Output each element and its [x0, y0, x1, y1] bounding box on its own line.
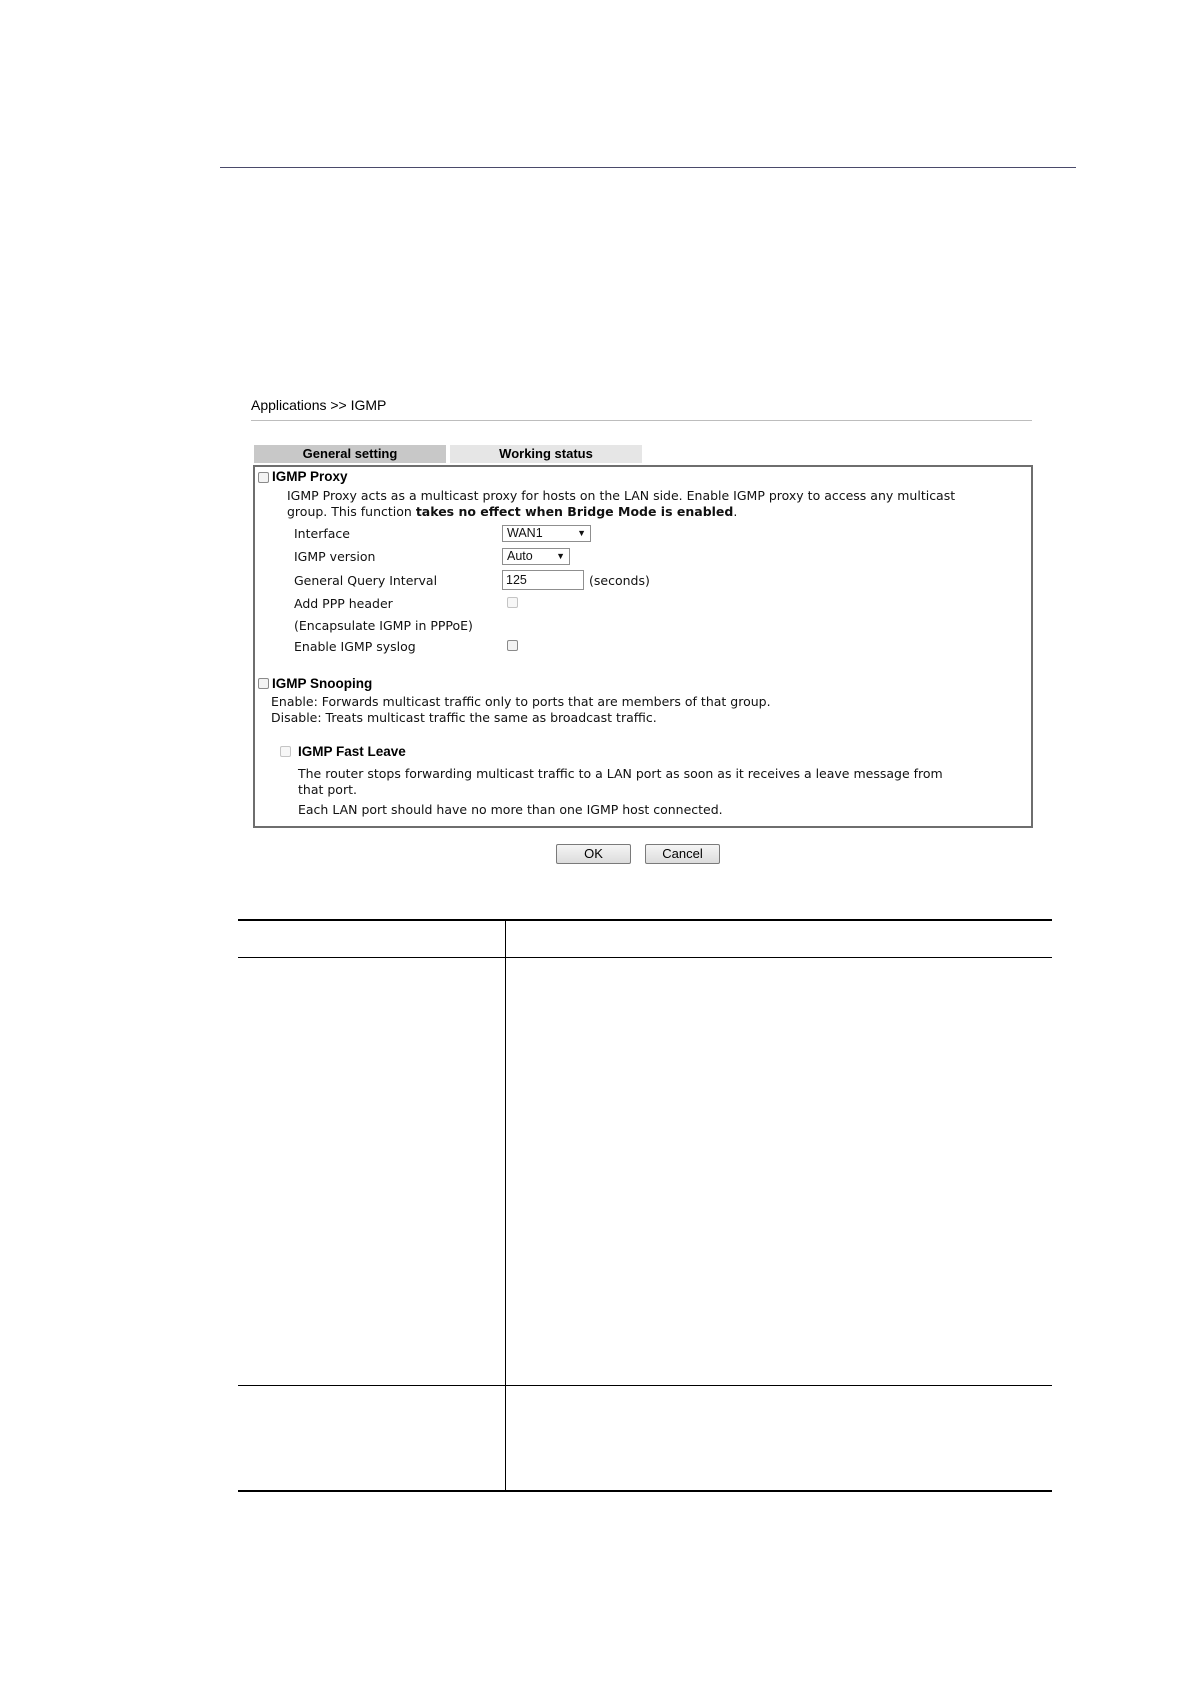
- igmp-proxy-checkbox[interactable]: [258, 472, 269, 483]
- igmp-proxy-description-line2: [287, 504, 737, 519]
- igmp-snooping-checkbox[interactable]: [258, 678, 269, 689]
- table-column-divider: [505, 920, 506, 1491]
- igmp-proxy-description-suffix: .: [733, 504, 738, 519]
- table-top-rule: [238, 919, 1052, 921]
- igmp-proxy-description-prefix: group. This function: [287, 504, 416, 519]
- igmp-proxy-description-line1: IGMP Proxy acts as a multicast proxy for hosts on the LAN side. Enable IGMP proxy to access any multicast: [287, 488, 956, 503]
- interface-select[interactable]: [502, 525, 591, 542]
- enable-igmp-syslog-checkbox[interactable]: [507, 640, 518, 651]
- table-row-divider: [238, 1385, 1052, 1386]
- igmp-fast-leave-description-line3: Each LAN port should have no more than one IGMP host connected.: [298, 802, 723, 817]
- general-query-interval-unit: (seconds): [589, 573, 650, 588]
- general-query-interval-label: General Query Interval: [294, 573, 438, 588]
- breadcrumb: Applications >> IGMP: [251, 397, 387, 413]
- igmp-proxy-title: IGMP Proxy: [272, 469, 348, 484]
- tab-working-status[interactable]: Working status: [450, 445, 642, 463]
- general-query-interval-input[interactable]: 125: [502, 570, 584, 590]
- igmp-fast-leave-description-line1: The router stops forwarding multicast traffic to a LAN port as soon as it receives a leave message from: [298, 766, 943, 781]
- igmp-snooping-enable-description: Enable: Forwards multicast traffic only to ports that are members of that group.: [271, 694, 771, 709]
- add-ppp-header-note: (Encapsulate IGMP in PPPoE): [294, 618, 473, 633]
- table-header-rule: [238, 957, 1052, 958]
- cancel-button[interactable]: Cancel: [645, 844, 720, 864]
- igmp-version-select[interactable]: [502, 548, 570, 565]
- igmp-snooping-title: IGMP Snooping: [272, 676, 373, 691]
- ok-button[interactable]: OK: [556, 844, 631, 864]
- add-ppp-header-label: Add PPP header: [294, 596, 393, 611]
- igmp-fast-leave-title: IGMP Fast Leave: [298, 744, 406, 759]
- igmp-version-label: IGMP version: [294, 549, 376, 564]
- igmp-version-select-value: Auto: [507, 549, 533, 563]
- interface-select-value: WAN1: [507, 526, 543, 540]
- chevron-down-icon: ▼: [556, 551, 565, 561]
- tab-general-setting[interactable]: General setting: [254, 445, 446, 463]
- igmp-fast-leave-checkbox[interactable]: [280, 746, 291, 757]
- igmp-proxy-bridge-warning: takes no effect when Bridge Mode is enabled: [415, 504, 734, 519]
- page-header-rule: [220, 167, 1076, 168]
- table-bottom-rule: [238, 1490, 1052, 1492]
- enable-igmp-syslog-label: Enable IGMP syslog: [294, 639, 416, 654]
- interface-label: Interface: [294, 526, 350, 541]
- chevron-down-icon: ▼: [577, 528, 586, 538]
- add-ppp-header-checkbox[interactable]: [507, 597, 518, 608]
- breadcrumb-divider: [251, 420, 1032, 421]
- igmp-snooping-disable-description: Disable: Treats multicast traffic the same as broadcast traffic.: [271, 710, 657, 725]
- igmp-fast-leave-description-line2: that port.: [298, 782, 357, 797]
